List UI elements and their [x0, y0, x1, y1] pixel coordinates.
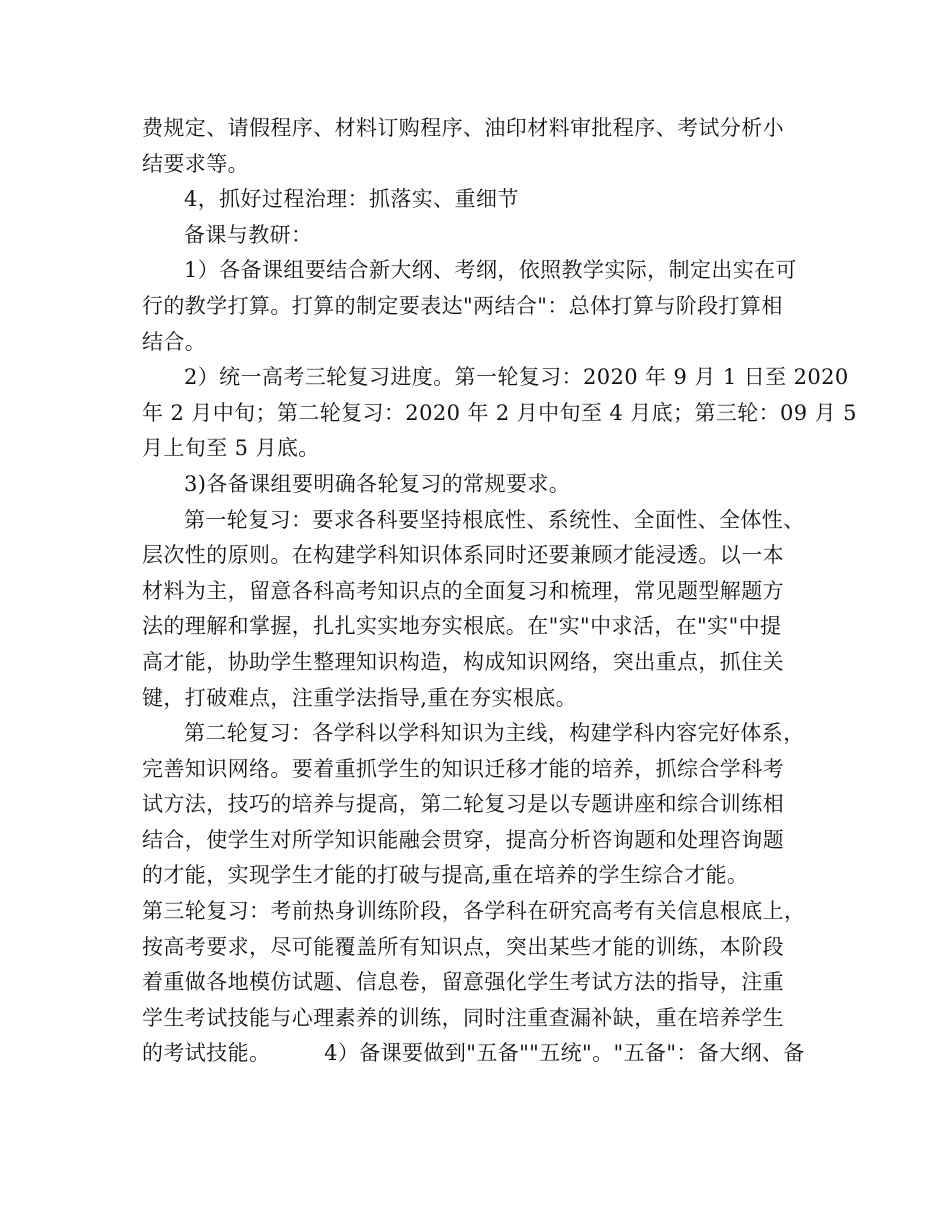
text-line: 第一轮复习：要求各科要坚持根底性、系统性、全面性、全体性、	[184, 507, 805, 532]
text-line: 结要求等。	[142, 151, 249, 176]
paragraph-second-round	[142, 716, 814, 894]
text-line: 试方法，技巧的培养与提高，第二轮复习是以专题讲座和综合训练相	[142, 792, 784, 817]
text-line: 着重做各地模仿试题、信息卷，留意强化学生考试方法的指导，注重	[142, 970, 784, 995]
text-line: 第三轮复习：考前热身训练阶段，各学科在研究高考有关信息根底上，	[142, 899, 806, 924]
text-line: 2）统一高考三轮复习进度。第一轮复习：2020 年 9 月 1 日至 2020	[184, 365, 849, 390]
paragraph-first-round	[142, 503, 814, 717]
paragraph-regulations-tail	[142, 111, 814, 182]
text-line: 的考试技能。 4）备课要做到"五备""五统"。"五备"：备大纲、备	[142, 1041, 805, 1066]
text-line: 第二轮复习：各学科以学科知识为主线，构建学科内容完好体系，	[184, 721, 805, 746]
paragraph-item-1	[142, 253, 814, 360]
text-line: 的才能，实现学生才能的打破与提高,重在培养的学生综合才能。	[142, 863, 749, 888]
text-line: 结合，使学生对所学知识能融会贯穿，提高分析咨询题和处理咨询题	[142, 827, 784, 852]
paragraph-item-3	[142, 467, 814, 503]
text-line: 费规定、请假程序、材料订购程序、油印材料审批程序、考试分析小	[142, 116, 784, 140]
paragraph-process-management	[142, 182, 814, 218]
paragraph-third-round	[142, 894, 814, 1072]
text-line: 年 2 月中旬；第二轮复习：2020 年 2 月中旬至 4 月底；第三轮：09 月 5	[142, 400, 857, 425]
paragraph-lesson-prep-heading	[142, 218, 814, 254]
text-line: 1）各备课组要结合新大纲、考纲，依照教学实际，制定出实在可	[184, 258, 797, 283]
text-line: 结合。	[142, 329, 207, 354]
paragraph-item-2	[142, 360, 857, 467]
text-line: 月上旬至 5 月底。	[142, 436, 320, 461]
document-body	[142, 111, 857, 1072]
text-line: 学生考试技能与心理素养的训练，同时注重查漏补缺，重在培养学生	[142, 1005, 784, 1030]
text-line: 材料为主，留意各科高考知识点的全面复习和梳理，常见题型解题方	[142, 578, 784, 603]
text-line: 按高考要求，尽可能覆盖所有知识点，突出某些才能的训练，本阶段	[142, 934, 784, 959]
text-line: 行的教学打算。打算的制定要表达"两结合"：总体打算与阶段打算相	[142, 293, 783, 318]
text-line: 层次性的原则。在构建学科知识体系同时还要兼顾才能浸透。以一本	[142, 543, 784, 568]
text-line: 4，抓好过程治理：抓落实、重细节	[184, 187, 519, 212]
text-line: 备课与教研：	[184, 222, 313, 247]
text-line: 法的理解和掌握，扎扎实实地夯实根底。在"实"中求活，在"实"中提	[142, 614, 782, 639]
text-line: 键，打破难点，注重学法指导,重在夯实根底。	[142, 685, 578, 710]
text-line: 高才能，协助学生整理知识构造，构成知识网络，突出重点，抓住关	[142, 649, 784, 674]
text-line: 3)各备课组要明确各轮复习的常规要求。	[184, 471, 571, 496]
text-line: 完善知识网络。要着重抓学生的知识迁移才能的培养，抓综合学科考	[142, 756, 784, 781]
